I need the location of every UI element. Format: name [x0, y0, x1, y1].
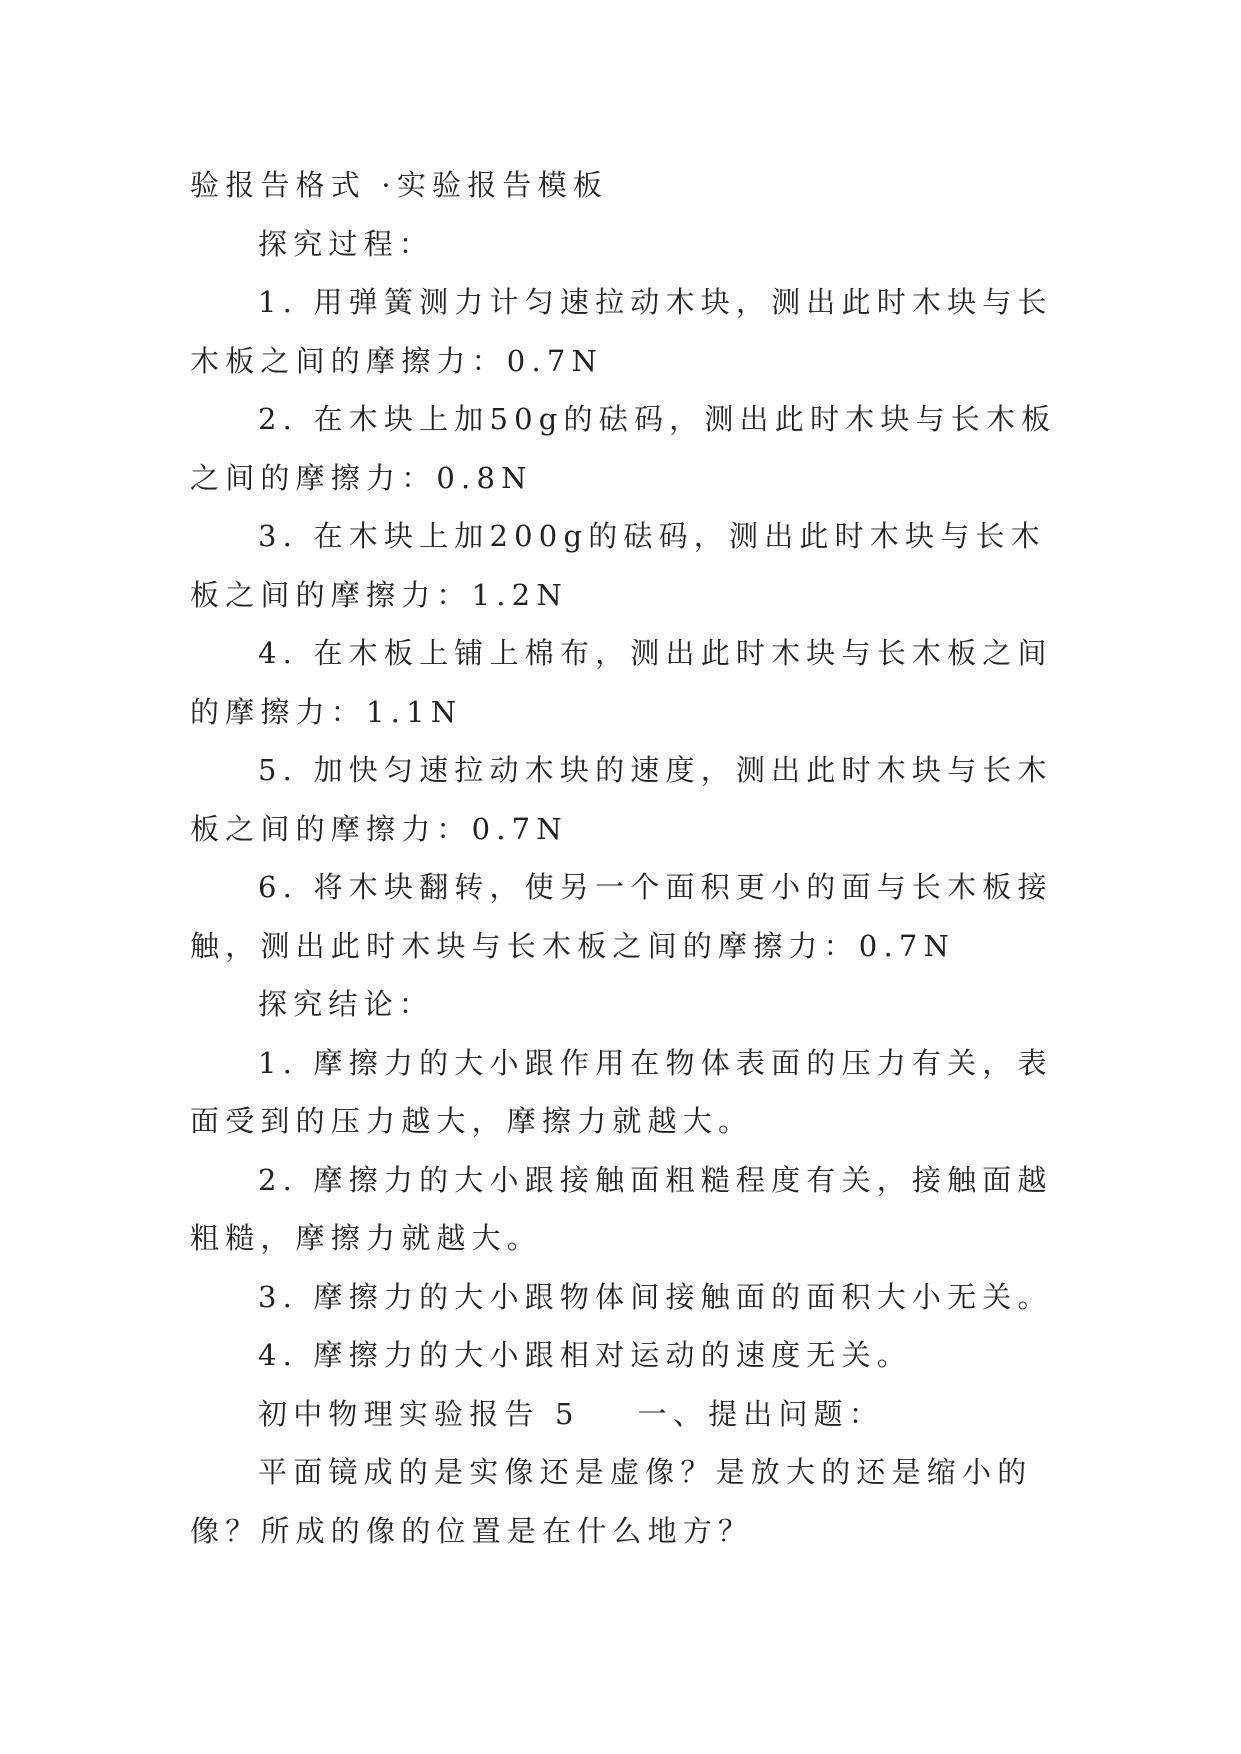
report5-question: 平面镜成的是实像还是虚像？是放大的还是缩小的像？所成的像的位置是在什么地方？: [190, 1455, 1033, 1548]
process-step: 3. 在木块上加200g的砝码，测出此时木块与长木板之间的摩擦力：1.2N: [190, 519, 1046, 612]
report5-title: 初中物理实验报告 5: [258, 1396, 580, 1431]
header-line: 验报告格式 ·实验报告模板: [190, 168, 609, 202]
process-step: 2. 在木块上加50g的砝码，测出此时木块与长木板之间的摩擦力：0.8N: [190, 402, 1057, 495]
process-heading: 探究过程：: [258, 226, 435, 261]
process-step: 1. 用弹簧测力计匀速拉动木块，测出此时木块与长木板之间的摩擦力：0.7N: [190, 285, 1053, 378]
conclusion-heading: 探究结论：: [258, 987, 435, 1021]
report5-heading-line: [190, 1385, 1070, 1444]
conclusion-item: 4. 摩擦力的大小跟相对运动的速度无关。: [258, 1338, 912, 1372]
process-step: 4. 在木板上铺上棉布，测出此时木块与长木板之间的摩擦力：1.1N: [190, 636, 1053, 729]
process-step: 6. 将木块翻转，使另一个面积更小的面与长木板接触，测出此时木块与长木板之间的摩擦力：0.7N: [190, 870, 1053, 963]
document-body: [190, 156, 1070, 1560]
process-step: 5. 加快匀速拉动木块的速度，测出此时木块与长木板之间的摩擦力：0.7N: [190, 753, 1053, 846]
report5-section: 一、提出问题：: [637, 1396, 885, 1431]
conclusion-item: 2. 摩擦力的大小跟接触面粗糙程度有关，接触面越粗糙，摩擦力就越大。: [190, 1162, 1053, 1255]
conclusion-item: 3. 摩擦力的大小跟物体间接触面的面积大小无关。: [258, 1279, 1053, 1314]
conclusion-item: 1. 摩擦力的大小跟作用在物体表面的压力有关，表面受到的压力越大，摩擦力就越大。: [190, 1045, 1053, 1138]
